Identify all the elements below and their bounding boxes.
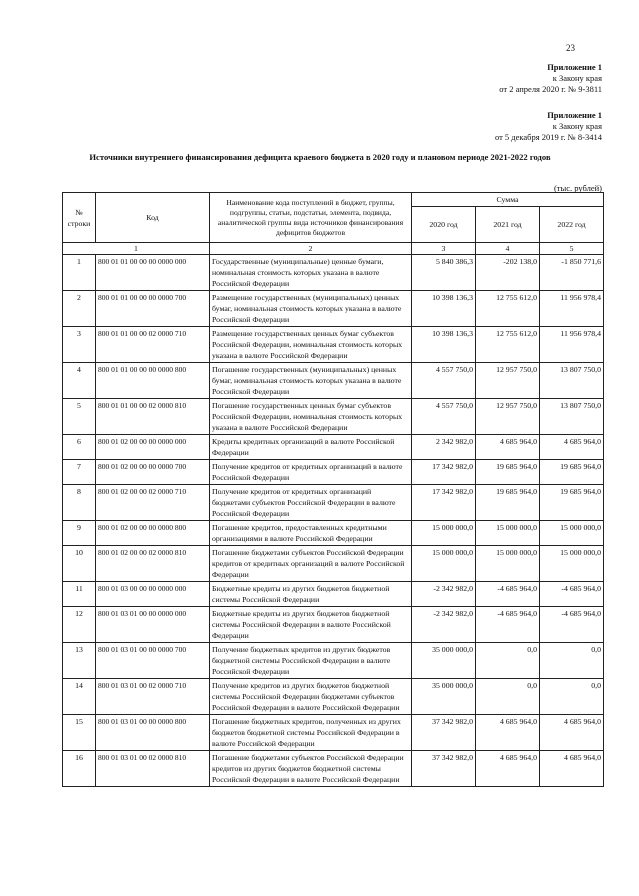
table-row <box>63 255 604 291</box>
row-value-2021: 4 685 964,0 <box>476 715 540 751</box>
header-code: Код <box>96 193 210 243</box>
table-row <box>63 399 604 435</box>
row-code: 800 01 01 00 00 00 0000 000 <box>96 255 210 291</box>
row-number: 11 <box>63 582 96 607</box>
table-row <box>63 460 604 485</box>
budget-table <box>62 192 604 787</box>
row-value-2022: 15 000 000,0 <box>540 521 604 546</box>
row-value-2020: 37 342 982,0 <box>412 715 476 751</box>
row-value-2022: -4 685 964,0 <box>540 582 604 607</box>
row-value-2020: 17 342 982,0 <box>412 485 476 521</box>
row-value-2022: 0,0 <box>540 643 604 679</box>
table-row <box>63 327 604 363</box>
appendix-current-line1: к Закону края <box>552 73 602 83</box>
row-code: 800 01 01 00 00 00 0000 800 <box>96 363 210 399</box>
row-value-2022: 11 956 978,4 <box>540 327 604 363</box>
column-index-4: 4 <box>476 243 540 255</box>
row-value-2021: 4 685 964,0 <box>476 751 540 787</box>
table-row <box>63 485 604 521</box>
table-row <box>63 607 604 643</box>
header-sum: Сумма <box>412 193 604 207</box>
appendix-original-block <box>495 110 602 143</box>
row-value-2020: 5 840 386,3 <box>412 255 476 291</box>
column-index-1: 1 <box>63 243 210 255</box>
row-number: 4 <box>63 363 96 399</box>
column-index-row <box>63 243 604 255</box>
row-name: Погашение государственных (муниципальных) ценных бумаг, номинальная стоимость которых указана в валюте Российской Федерации <box>210 363 412 399</box>
row-value-2020: -2 342 982,0 <box>412 582 476 607</box>
table-row <box>63 521 604 546</box>
row-number: 3 <box>63 327 96 363</box>
row-name: Погашение кредитов, предоставленных кредитными организациями в валюте Российской Федерации <box>210 521 412 546</box>
row-number: 12 <box>63 607 96 643</box>
row-number: 10 <box>63 546 96 582</box>
table-row <box>63 291 604 327</box>
table-row <box>63 363 604 399</box>
header-name: Наименование кода поступлений в бюджет, группы, подгруппы, статьи, подстатьи, элемента, подвида, аналитической группы вида источников финансирования дефицитов бюджетов <box>210 193 412 243</box>
row-number: 6 <box>63 435 96 460</box>
row-code: 800 01 03 00 00 00 0000 000 <box>96 582 210 607</box>
row-name: Погашение бюджетных кредитов, полученных из других бюджетов бюджетной системы Российской Федерации в валюте Российской Федерации <box>210 715 412 751</box>
document-title: Источники внутреннего финансирования дефицита краевого бюджета в 2020 году и плановом периоде 2021-2022 годов <box>89 152 551 162</box>
row-code: 800 01 02 00 00 02 0000 710 <box>96 485 210 521</box>
row-name: Получение кредитов из других бюджетов бюджетной системы Российской Федерации бюджетами субъектов Российской Федерации в валюте Российской Федерации <box>210 679 412 715</box>
row-value-2021: -202 138,0 <box>476 255 540 291</box>
row-value-2021: -4 685 964,0 <box>476 582 540 607</box>
appendix-current-block <box>499 62 602 95</box>
row-value-2022: 19 685 964,0 <box>540 485 604 521</box>
column-index-3: 3 <box>412 243 476 255</box>
appendix-original-line1: к Закону края <box>552 121 602 131</box>
row-value-2022: 4 685 964,0 <box>540 715 604 751</box>
row-value-2020: 15 000 000,0 <box>412 546 476 582</box>
row-value-2022: 19 685 964,0 <box>540 460 604 485</box>
row-value-2022: 4 685 964,0 <box>540 751 604 787</box>
row-code: 800 01 02 00 00 00 0000 800 <box>96 521 210 546</box>
row-value-2021: -4 685 964,0 <box>476 607 540 643</box>
row-code: 800 01 03 01 00 00 0000 000 <box>96 607 210 643</box>
row-value-2021: 15 000 000,0 <box>476 521 540 546</box>
row-value-2020: 35 000 000,0 <box>412 679 476 715</box>
appendix-current-line2: от 2 апреля 2020 г. № 9-3811 <box>499 84 602 94</box>
row-value-2021: 0,0 <box>476 679 540 715</box>
row-code: 800 01 01 00 00 02 0000 810 <box>96 399 210 435</box>
table-row <box>63 435 604 460</box>
row-number: 13 <box>63 643 96 679</box>
row-number: 8 <box>63 485 96 521</box>
row-value-2022: 11 956 978,4 <box>540 291 604 327</box>
appendix-original-line2: от 5 декабря 2019 г. № 8-3414 <box>494 132 602 142</box>
row-value-2021: 19 685 964,0 <box>476 485 540 521</box>
row-value-2021: 4 685 964,0 <box>476 435 540 460</box>
header-2020: 2020 год <box>412 207 476 243</box>
row-code: 800 01 01 00 00 00 0000 700 <box>96 291 210 327</box>
row-code: 800 01 03 01 00 00 0000 700 <box>96 643 210 679</box>
row-number: 9 <box>63 521 96 546</box>
row-name: Кредиты кредитных организаций в валюте Российской Федерации <box>210 435 412 460</box>
row-code: 800 01 01 00 00 02 0000 710 <box>96 327 210 363</box>
row-name: Размещение государственных (муниципальных) ценных бумаг, номинальная стоимость которых указана в валюте Российской Федерации <box>210 291 412 327</box>
row-value-2020: 35 000 000,0 <box>412 643 476 679</box>
table-row <box>63 715 604 751</box>
row-number: 16 <box>63 751 96 787</box>
row-value-2021: 12 755 612,0 <box>476 327 540 363</box>
row-value-2020: 17 342 982,0 <box>412 460 476 485</box>
row-value-2020: 37 342 982,0 <box>412 751 476 787</box>
table-row <box>63 582 604 607</box>
row-value-2021: 19 685 964,0 <box>476 460 540 485</box>
row-value-2020: -2 342 982,0 <box>412 607 476 643</box>
row-value-2022: -4 685 964,0 <box>540 607 604 643</box>
row-value-2021: 0,0 <box>476 643 540 679</box>
row-value-2022: 4 685 964,0 <box>540 435 604 460</box>
row-number: 7 <box>63 460 96 485</box>
header-2021: 2021 год <box>476 207 540 243</box>
row-name: Погашение бюджетами субъектов Российской Федерации кредитов из других бюджетов бюджетной системы Российской Федерации в валюте Российской Федерации <box>210 751 412 787</box>
appendix-original-title: Приложение 1 <box>547 110 602 120</box>
page-number: 23 <box>566 43 575 53</box>
row-name: Размещение государственных ценных бумаг субъектов Российской Федерации, номинальная стоимость которых указана в валюте Российской Федерации <box>210 327 412 363</box>
table-row <box>63 643 604 679</box>
row-value-2022: 15 000 000,0 <box>540 546 604 582</box>
header-2022: 2022 год <box>540 207 604 243</box>
row-value-2020: 10 398 136,3 <box>412 291 476 327</box>
row-name: Бюджетные кредиты из других бюджетов бюджетной системы Российской Федерации в валюте Российской Федерации <box>210 607 412 643</box>
table-row <box>63 546 604 582</box>
row-number: 14 <box>63 679 96 715</box>
row-name: Получение кредитов от кредитных организаций бюджетами субъектов Российской Федерации в валюте Российской Федерации <box>210 485 412 521</box>
row-name: Погашение бюджетами субъектов Российской Федерации кредитов от кредитных организаций в валюте Российской Федерации <box>210 546 412 582</box>
row-name: Государственные (муниципальные) ценные бумаги, номинальная стоимость которых указана в валюте Российской Федерации <box>210 255 412 291</box>
row-value-2022: -1 850 771,6 <box>540 255 604 291</box>
row-value-2021: 12 957 750,0 <box>476 363 540 399</box>
units-label: (тыс. рублей) <box>553 183 602 193</box>
header-row-number: № строки <box>63 193 96 243</box>
column-index-5: 5 <box>540 243 604 255</box>
row-number: 2 <box>63 291 96 327</box>
row-code: 800 01 03 01 00 02 0000 710 <box>96 679 210 715</box>
row-value-2022: 13 807 750,0 <box>540 399 604 435</box>
appendix-current-title: Приложение 1 <box>547 62 602 72</box>
row-name: Погашение государственных ценных бумаг субъектов Российской Федерации, номинальная стоимость которых указана в валюте Российской Федерации <box>210 399 412 435</box>
row-name: Бюджетные кредиты из других бюджетов бюджетной системы Российской Федерации <box>210 582 412 607</box>
row-value-2021: 15 000 000,0 <box>476 546 540 582</box>
row-number: 15 <box>63 715 96 751</box>
row-value-2020: 4 557 750,0 <box>412 399 476 435</box>
row-code: 800 01 02 00 00 00 0000 700 <box>96 460 210 485</box>
row-number: 5 <box>63 399 96 435</box>
row-number: 1 <box>63 255 96 291</box>
row-code: 800 01 02 00 00 02 0000 810 <box>96 546 210 582</box>
row-value-2020: 4 557 750,0 <box>412 363 476 399</box>
row-value-2021: 12 755 612,0 <box>476 291 540 327</box>
table-row <box>63 751 604 787</box>
row-code: 800 01 02 00 00 00 0000 000 <box>96 435 210 460</box>
row-value-2022: 0,0 <box>540 679 604 715</box>
row-value-2021: 12 957 750,0 <box>476 399 540 435</box>
row-name: Получение бюджетных кредитов из других бюджетов бюджетной системы Российской Федерации в валюте Российской Федерации <box>210 643 412 679</box>
row-value-2020: 10 398 136,3 <box>412 327 476 363</box>
column-index-2: 2 <box>210 243 412 255</box>
row-name: Получение кредитов от кредитных организаций в валюте Российской Федерации <box>210 460 412 485</box>
row-value-2020: 2 342 982,0 <box>412 435 476 460</box>
row-value-2020: 15 000 000,0 <box>412 521 476 546</box>
row-code: 800 01 03 01 00 02 0000 810 <box>96 751 210 787</box>
table-row <box>63 679 604 715</box>
row-code: 800 01 03 01 00 00 0000 800 <box>96 715 210 751</box>
row-value-2022: 13 807 750,0 <box>540 363 604 399</box>
